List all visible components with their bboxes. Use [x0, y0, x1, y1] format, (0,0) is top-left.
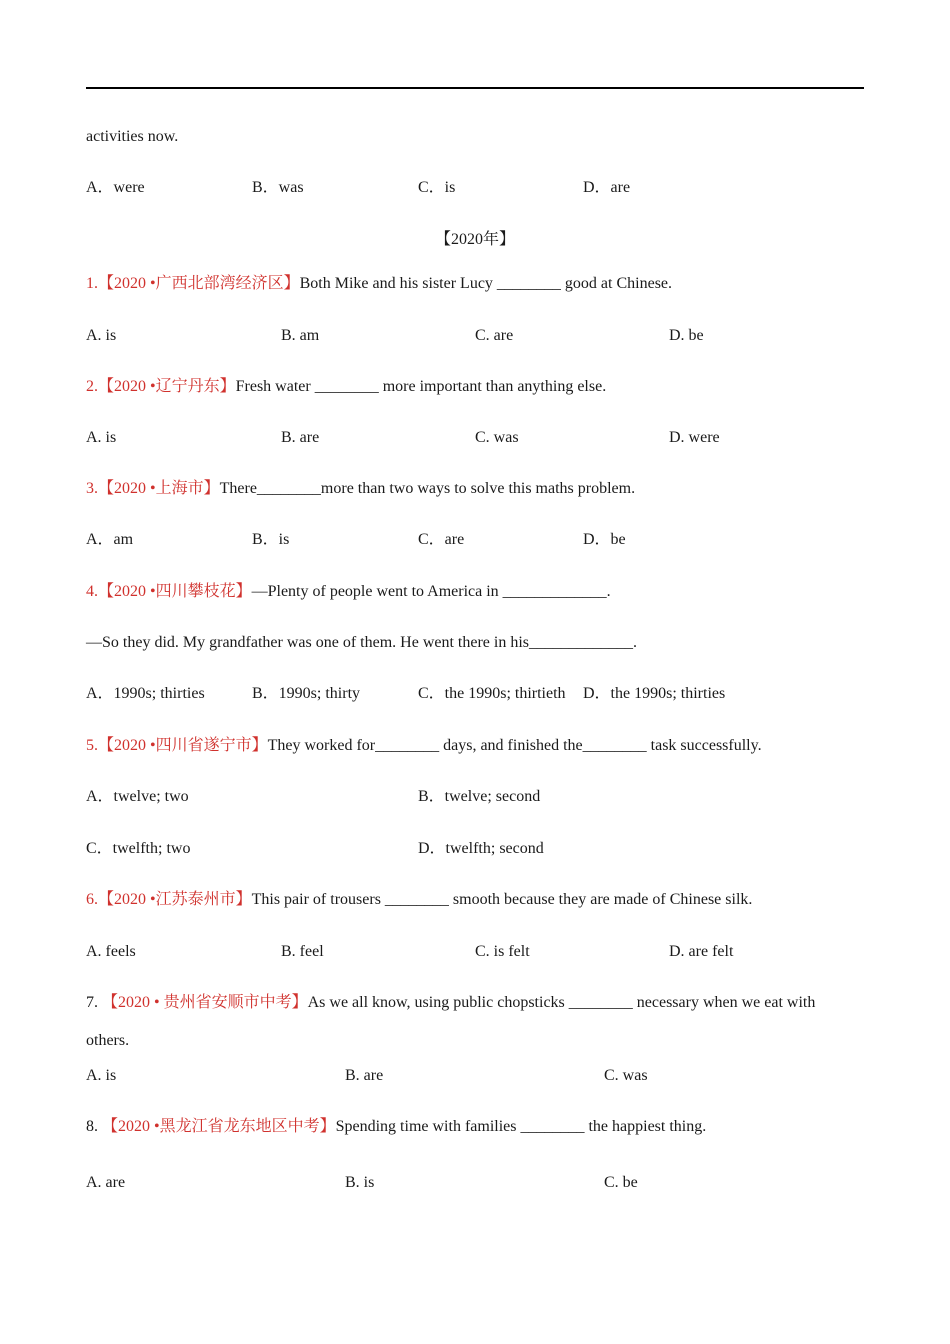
option-d: D．twelfth; second [418, 840, 544, 857]
option-c: C. was [475, 429, 519, 446]
source-tag: 【2020 •黑龙江省龙东地区中考】 [102, 1118, 336, 1135]
option-a: A. feels [86, 943, 136, 960]
option-a: A. are [86, 1174, 126, 1191]
option-b: B. am [281, 327, 320, 344]
option-c: C. be [604, 1174, 638, 1191]
question-number: 3. [86, 480, 98, 497]
option-b: B. are [345, 1067, 384, 1084]
source-tag: 【2020 •江苏泰州市】 [98, 891, 252, 908]
question-stem: As we all know, using public chopsticks ________ necessary when we eat with [307, 994, 816, 1011]
question-stem: Fresh water ________ more important than anything else. [235, 378, 607, 395]
question-number: 2. [86, 378, 98, 395]
source-tag: 【2020 •四川攀枝花】 [98, 583, 252, 600]
source-tag: 【2020 • 贵州省安顺市中考】 [102, 994, 308, 1011]
source-tag: 【2020 •广西北部湾经济区】 [98, 275, 300, 292]
option-a: A．twelve; two [86, 788, 189, 805]
option-a: A．were [86, 179, 145, 196]
option-d: D. were [669, 429, 720, 446]
option-c: C．the 1990s; thirtieth [418, 685, 566, 702]
question-1 [86, 274, 672, 294]
option-d: D．be [583, 531, 626, 548]
option-a: A. is [86, 1067, 117, 1084]
option-c: C．is [418, 179, 456, 196]
question-4 [86, 582, 611, 602]
question-3 [86, 479, 635, 499]
question-number: 4. [86, 583, 98, 600]
question-number: 8. [86, 1118, 98, 1135]
question-number: 1. [86, 275, 98, 292]
option-b: B．is [252, 531, 290, 548]
option-b: B. are [281, 429, 320, 446]
option-d: D. be [669, 327, 704, 344]
question-stem: —Plenty of people went to America in _____________. [251, 583, 611, 600]
question-stem: Spending time with families ________ the happiest thing. [335, 1118, 707, 1135]
option-d: D．are [583, 179, 631, 196]
question-stem: This pair of trousers ________ smooth because they are made of Chinese silk. [251, 891, 753, 908]
question-2 [86, 377, 606, 397]
source-tag: 【2020 •辽宁丹东】 [98, 378, 236, 395]
question-stem-reply: —So they did. My grandfather was one of them. He went there in his_____________. [86, 634, 638, 651]
option-a: A．1990s; thirties [86, 685, 205, 702]
option-d: D. are felt [669, 943, 734, 960]
question-stem: Both Mike and his sister Lucy ________ good at Chinese. [299, 275, 673, 292]
question-number: 7. [86, 994, 98, 1011]
option-c: C．are [418, 531, 465, 548]
header-rule [86, 87, 864, 89]
question-number: 6. [86, 891, 98, 908]
option-c: C. is felt [475, 943, 530, 960]
question-number: 5. [86, 737, 98, 754]
question-stem: They worked for________ days, and finished the________ task successfully. [267, 737, 762, 754]
option-a: A. is [86, 327, 117, 344]
option-c: C. was [604, 1067, 648, 1084]
option-a: A. is [86, 429, 117, 446]
option-c: C．twelfth; two [86, 840, 191, 857]
question-stem-continuation: others. [86, 1032, 130, 1049]
question-5 [86, 736, 762, 756]
question-7 [86, 993, 815, 1013]
question-stem-continuation: activities now. [86, 128, 179, 145]
option-d: D．the 1990s; thirties [583, 685, 726, 702]
section-heading: 【2020年】 [434, 231, 515, 248]
option-b: B．1990s; thirty [252, 685, 361, 702]
option-b: B．twelve; second [418, 788, 541, 805]
question-8 [86, 1117, 706, 1137]
option-b: B. feel [281, 943, 324, 960]
option-a: A．am [86, 531, 134, 548]
option-b: B．was [252, 179, 304, 196]
question-stem: There________more than two ways to solve this maths problem. [219, 480, 636, 497]
option-c: C. are [475, 327, 514, 344]
source-tag: 【2020 •上海市】 [98, 480, 220, 497]
question-6 [86, 890, 752, 910]
option-b: B. is [345, 1174, 375, 1191]
source-tag: 【2020 •四川省遂宁市】 [98, 737, 268, 754]
